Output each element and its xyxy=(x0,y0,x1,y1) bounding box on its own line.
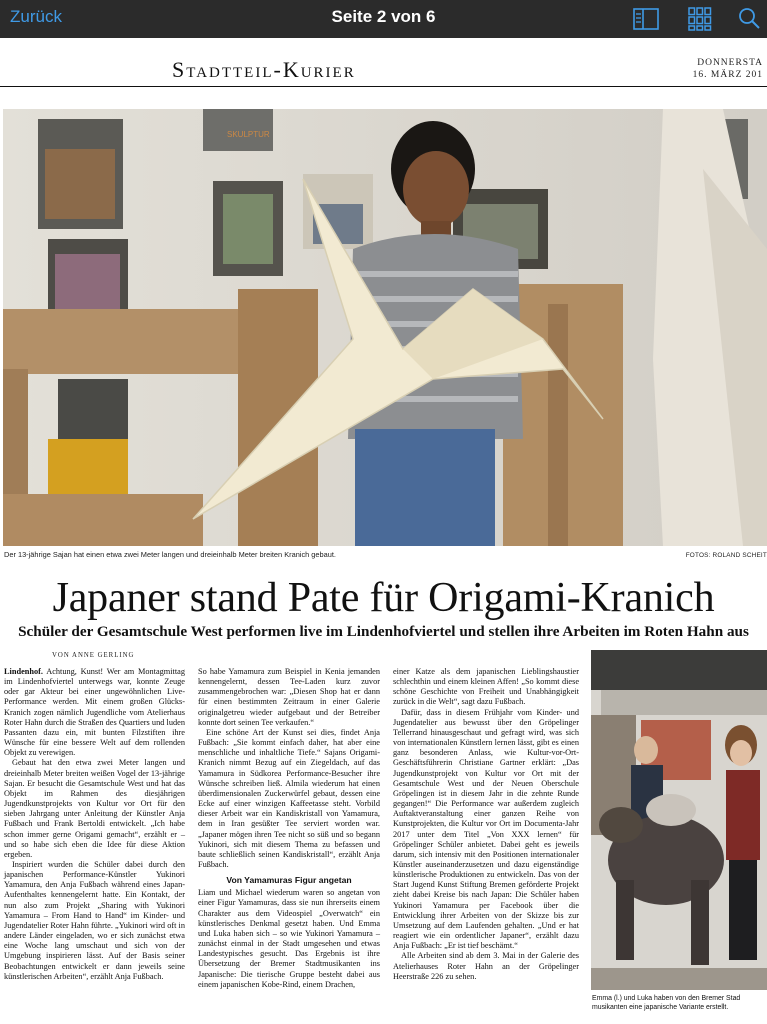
article-column-2 xyxy=(198,667,380,990)
dateline-lead: Lindenhof. xyxy=(4,667,43,676)
search-icon[interactable] xyxy=(736,5,764,33)
section-subheading: Von Yamamuras Figur angetan xyxy=(226,875,352,886)
paragraph: Gebaut hat den etwa zwei Meter langen und dreieinhalb Meter breiten weißen Vogel der 13-jährige Sajan. Er besucht die Gesamtschule West und hat das Objekt im Rahmen des diesjährigen Jugendkunstprojekts von Kultur vor Ort für den sieben Jahrgang unter Anleitung der Künstler Anja Fußbach und Frank Bertoldi entwickelt. „Ich habe schon immer gerne Origami gemacht“, erzählt er – und so habe sich eben die Idee für diese Aktion ergeben. xyxy=(4,758,185,859)
article-column-1 xyxy=(4,667,185,982)
masthead-title: Stadtteil-Kurier xyxy=(172,57,356,82)
main-photo xyxy=(3,109,767,546)
paragraph: Alle Arbeiten sind ab dem 3. Mai in der Galerie des Atelierhauses Roter Hahn an der Gröpelinger Heerstraße 226 zu sehen. xyxy=(393,951,579,981)
reader-toolbar xyxy=(0,0,767,38)
paragraph: Inspiriert wurden die Schüler dabei durch den japanischen Performance-Künstler Yukinori Yamamura, den Anja Fußbach während eines Japan-Aufenthaltes kennengelernt hatte. Ein Kontakt, der nun also zum Projekt „Sharing with Yukinori Yamamura – From Hand to Hand“ im Kinder- und Jugendatelier Roter Hahn führte. „Yukinori wird oft in andere Länder eingeladen, wo er sich zunächst etwa eine Woche lang umschaut und sich von der Umgebung inspirieren lässt. Auf der Basis seiner Beobachtungen entwickelt er dann jeweils seine künstlerischen Arbeiten“, erzählt Anja Fußbach. xyxy=(4,859,185,981)
side-photo-caption: Emma (l.) und Luka haben von den Bremer Stad musikanten eine japanische Variante erstellt. xyxy=(592,995,741,1011)
wall-sign: SKULPTUR xyxy=(227,130,270,139)
sidebar-icon[interactable] xyxy=(632,5,660,33)
masthead-rule xyxy=(0,86,767,87)
main-photo-caption: Der 13-jährige Sajan hat einen etwa zwei Meter langen und dreieinhalb Meter breiten Kranich gebaut. xyxy=(4,550,336,559)
dateline-date: 16. MÄRZ 201 xyxy=(692,70,763,80)
paragraph: So habe Yamamura zum Beispiel in Kenia jemanden kennengelernt, dessen Tee-Laden kurz zuvor zusammengebrochen war: „Diesen Shop hat er dann für einen bestimmten Zeitraum in einer Galerie originalgetreu wieder aufgebaut und der Betreiber konnte dort seinen Tee verkaufen.“ xyxy=(198,667,380,727)
article-column-3 xyxy=(393,667,579,982)
grid-icon[interactable] xyxy=(686,5,714,33)
dateline xyxy=(693,57,763,81)
paragraph: Eine schöne Art der Kunst sei dies, findet Anja Fußbach: „Sie kommt einfach daher, hat aber eine menschliche und inhaltliche Tiefe.“ Sajans Origami-Kranich nimmt Bezug auf ein Ziegeldach, auf das Yamamura in Südkorea Performance-Besucher ihre Wünsche schreiben ließ. Almila wiederum hat einen überdimensionalen Zuckerwürfel gebaut, dessen eine Ecke auf einer winzigen Kaffeetasse steht. Vorbild dieser Arbeit war ein Kandiskristall von Yamamura, dem in Iran gesüßter Tee serviert worden war. „Japaner mögen ihren Tee nicht so süß und so begann Yukinori, sich mit diesem Thema zu befassen und baute schließlich seinen Kandiskristall“, erzählt Anja Fußbach. xyxy=(198,727,380,869)
page-indicator: Seite 2 von 6 xyxy=(331,7,436,26)
dateline-day: DONNERSTA xyxy=(697,58,763,68)
paragraph: Liam und Michael wiederum waren so angetan von einer Figur Yamamuras, dass sie nun ihrerseits einem Charakter aus dem Videospiel „Overwatch“ ein künstlerisches Denkmal gesetzt haben. Und Emma und Luka haben sich – so wie Yukinori Yamamura – zunächst einmal in der Stadt umgesehen und etwas Landestypisches gesucht. Das Ergebnis ist ihre Übersetzung der Bremer Stadtmusikanten ins Japanische: Die tierische Gruppe besteht dabei aus einem japanischen Kobe-Rind, einem Drachen, xyxy=(198,888,380,989)
side-photo xyxy=(591,650,767,990)
article-headline: Japaner stand Pate für Origami-Kranich xyxy=(52,575,715,621)
paragraph: Lindenhof. Achtung, Kunst! Wer am Montagmittag im Lindenhofviertel unterwegs war, konnte Zeuge oder gar Akteur bei einer ungewöhnlichen Live-Performance werden. Mit einem großen Glücks-Kranich zogen nämlich Jugendliche vom Atelierhaus Roter Hahn durch die Straßen des Quartiers und luden Passanten dazu ein, mit bunten Filzstiften ihre Wünsche für eine bessere Welt auf dem rollenden Objekt zu verewigen. xyxy=(4,667,185,758)
byline: VON ANNE GERLING xyxy=(52,652,135,659)
paragraph: Dafür, dass in diesem Frühjahr vom Kinder- und Jugendatelier aus bewusst über den Gröpelinger Tellerrand hinausgeschaut und gefragt wird, was sich von internationalen Künstlern lernen lässt, gibt es einen ganz besonderen Anlass, wie Kultur-vor-Ort-Geschäftsführerin Christiane Gartner erklärt: „Das Jugendkunstprojekt von Kultur vor Ort mit der Gesamtschule West und der Neuen Oberschule Gröpelingen ist in diesem Jahr in die zehnte Runde gegangen!“ Die Performance war außerdem zugleich Auftaktveranstaltung einer ganzen Reihe von Kunstprojekten, die Kultur vor Ort im Documenta-Jahr 2017 unter dem Titel „Von XXX lernen“ für Gröpelinger Schüler anbietet. Dabei geht es jeweils darum, sich intensiv mit den Positionen internationaler Künstler auseinanderzusetzen und dazu eigenständige künstlerische Produktionen zu entwickeln. Das von der Start Jugend Kunst Stiftung Bremen geförderte Projekt zieht dabei Kreise bis nach Japan: Die Schüler haben Yukinori Yamamura per Facebook über die Entwicklung ihrer Arbeiten von der Skizze bis zur Umsetzung auf dem Laufenden gehalten. „Und er hat reagiert wie ein ordentlicher Japaner“, erzählt dazu Anja Fußbach: „Er ist tief beschämt.“ xyxy=(393,707,579,951)
photo-credit: FOTOS: ROLAND SCHEIT xyxy=(685,552,767,559)
article-subheadline: Schüler der Gesamtschule West performen live im Lindenhofviertel und stellen ihre Arbeiten im Roten Hahn aus xyxy=(18,623,749,640)
paragraph: einer Katze als dem japanischen Lieblingshaustier schlechthin und einem kleinen Affen! „So kommt diese schöne Geschichte von Freiheit und Unabhängigkeit zurück in die Welt“, sagt dazu Fußbach. xyxy=(393,667,579,707)
back-button[interactable]: Zurück xyxy=(10,7,62,26)
